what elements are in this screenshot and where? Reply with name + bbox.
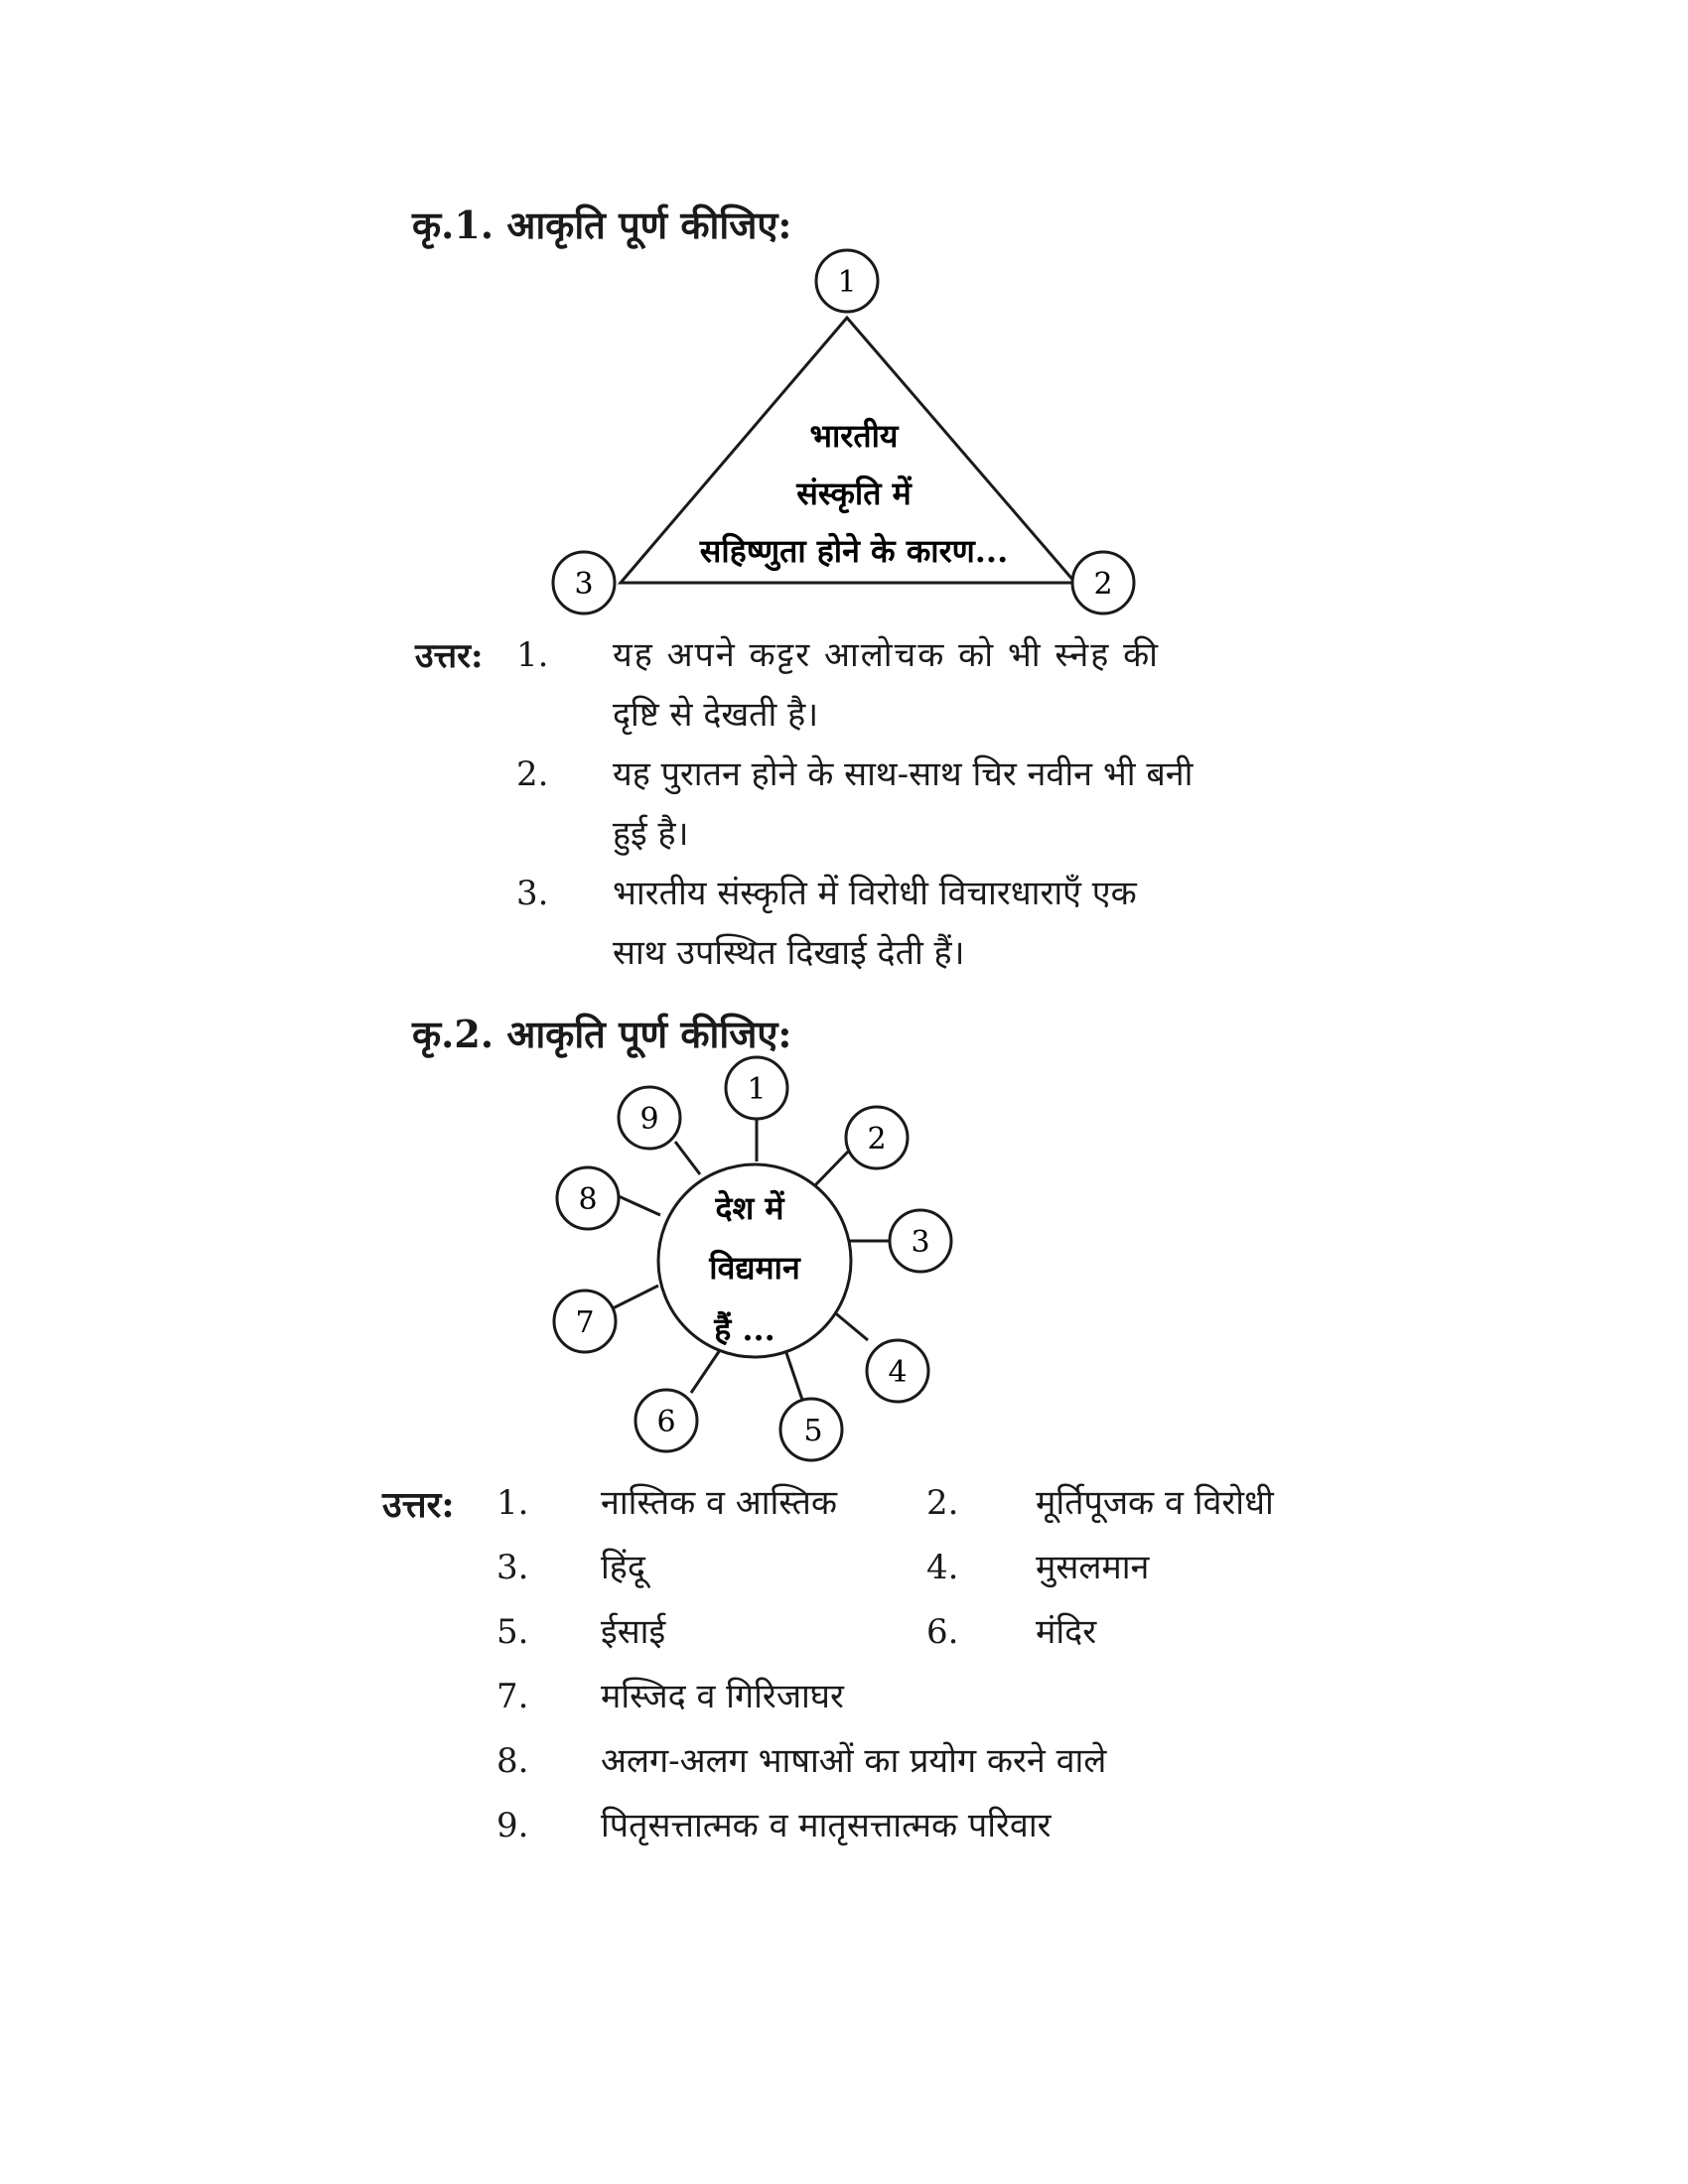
q2-node-5: [780, 1399, 842, 1460]
q2-center-line-1: देश में: [715, 1189, 784, 1227]
svg-text:7: 7: [575, 1305, 595, 1340]
q2-answer-4-num: 4.: [926, 1548, 959, 1587]
q1-heading: कृ.1. आकृति पूर्ण कीजिए:: [412, 203, 792, 247]
q2-node-7: [554, 1291, 616, 1352]
q2-answer-label: उत्तर:: [382, 1484, 455, 1526]
q2-answer-1-text: नास्तिक व आस्तिक: [601, 1483, 837, 1523]
q1-answer-2-line-2: हुई है।: [613, 814, 689, 854]
svg-text:4: 4: [888, 1355, 908, 1390]
q1-node-1: [816, 250, 878, 312]
svg-text:3: 3: [911, 1225, 930, 1260]
q1-answer-2-line-1: यह पुरातन होने के साथ-साथ चिर नवीन भी बनी: [613, 754, 1194, 794]
q2-answer-2-num: 2.: [926, 1483, 959, 1523]
q2-heading: कृ.2. आकृति पूर्ण कीजिए:: [412, 1012, 792, 1056]
q2-answer-6-num: 6.: [926, 1612, 959, 1652]
q2-node-9: [619, 1087, 680, 1149]
svg-text:9: 9: [639, 1102, 659, 1137]
q1-node-2: [1072, 552, 1134, 614]
q1-answer-1-num: 1.: [516, 635, 549, 675]
q1-center-line-2: संस्कृति में: [796, 475, 912, 512]
svg-text:8: 8: [578, 1182, 598, 1217]
q2-answer-9-num: 9.: [496, 1806, 529, 1845]
q1-answer-3-line-2: साथ उपस्थित दिखाई देती हैं।: [613, 933, 965, 973]
q2-node-1: [726, 1057, 787, 1119]
q2-node-4: [867, 1340, 928, 1402]
q2-answer-5-num: 5.: [496, 1612, 529, 1652]
q2-answer-8-num: 8.: [496, 1741, 529, 1781]
q1-answer-1-line-2: दृष्टि से देखती है।: [613, 695, 819, 735]
q2-answer-2-text: मूर्तिपूजक व विरोधी: [1036, 1483, 1274, 1523]
q2-answer-3-text: हिंदू: [601, 1548, 645, 1587]
svg-text:2: 2: [867, 1122, 887, 1157]
q2-center-line-3: हैं ...: [714, 1310, 775, 1348]
svg-text:1: 1: [747, 1072, 767, 1107]
q2-center-line-2: विद्यमान: [709, 1249, 800, 1287]
q1-answer-1-line-1: यह अपने कट्टर आलोचक को भी स्नेह की: [613, 635, 1160, 675]
q2-answer-7-text: मस्जिद व गिरिजाघर: [601, 1677, 844, 1716]
q1-answer-label: उत्तर:: [415, 636, 484, 676]
q1-answer-3-num: 3.: [516, 874, 549, 913]
q1-answer-2-num: 2.: [516, 754, 549, 794]
q2-node-8: [557, 1167, 619, 1229]
q2-answer-3-num: 3.: [496, 1548, 529, 1587]
q1-answer-3-line-1: भारतीय संस्कृति में विरोधी विचारधाराएँ एक: [613, 874, 1137, 913]
svg-text:6: 6: [656, 1405, 676, 1439]
q2-answer-6-text: मंदिर: [1036, 1612, 1097, 1652]
q1-node-3-label: 3: [574, 567, 594, 602]
q2-answer-7-num: 7.: [496, 1677, 529, 1716]
svg-text:5: 5: [803, 1414, 823, 1448]
q2-star-diagram: [554, 1057, 951, 1460]
q2-answer-4-text: मुसलमान: [1036, 1548, 1150, 1587]
q2-node-6: [635, 1390, 697, 1451]
q1-center-line-1: भारतीय: [809, 417, 899, 455]
q2-answer-5-text: ईसाई: [601, 1612, 666, 1652]
q2-answer-1-num: 1.: [496, 1483, 529, 1523]
q2-node-3: [890, 1210, 951, 1272]
q1-node-1-label: 1: [837, 265, 857, 300]
q1-node-3: [553, 552, 615, 614]
q1-node-2-label: 2: [1093, 567, 1113, 602]
q2-node-2: [846, 1107, 908, 1168]
q2-answer-9-text: पितृसत्तात्मक व मातृसत्तात्मक परिवार: [601, 1806, 1052, 1845]
q2-answer-8-text: अलग-अलग भाषाओं का प्रयोग करने वाले: [601, 1741, 1107, 1781]
q1-center-line-3: सहिष्णुता होने के कारण...: [699, 532, 1009, 570]
